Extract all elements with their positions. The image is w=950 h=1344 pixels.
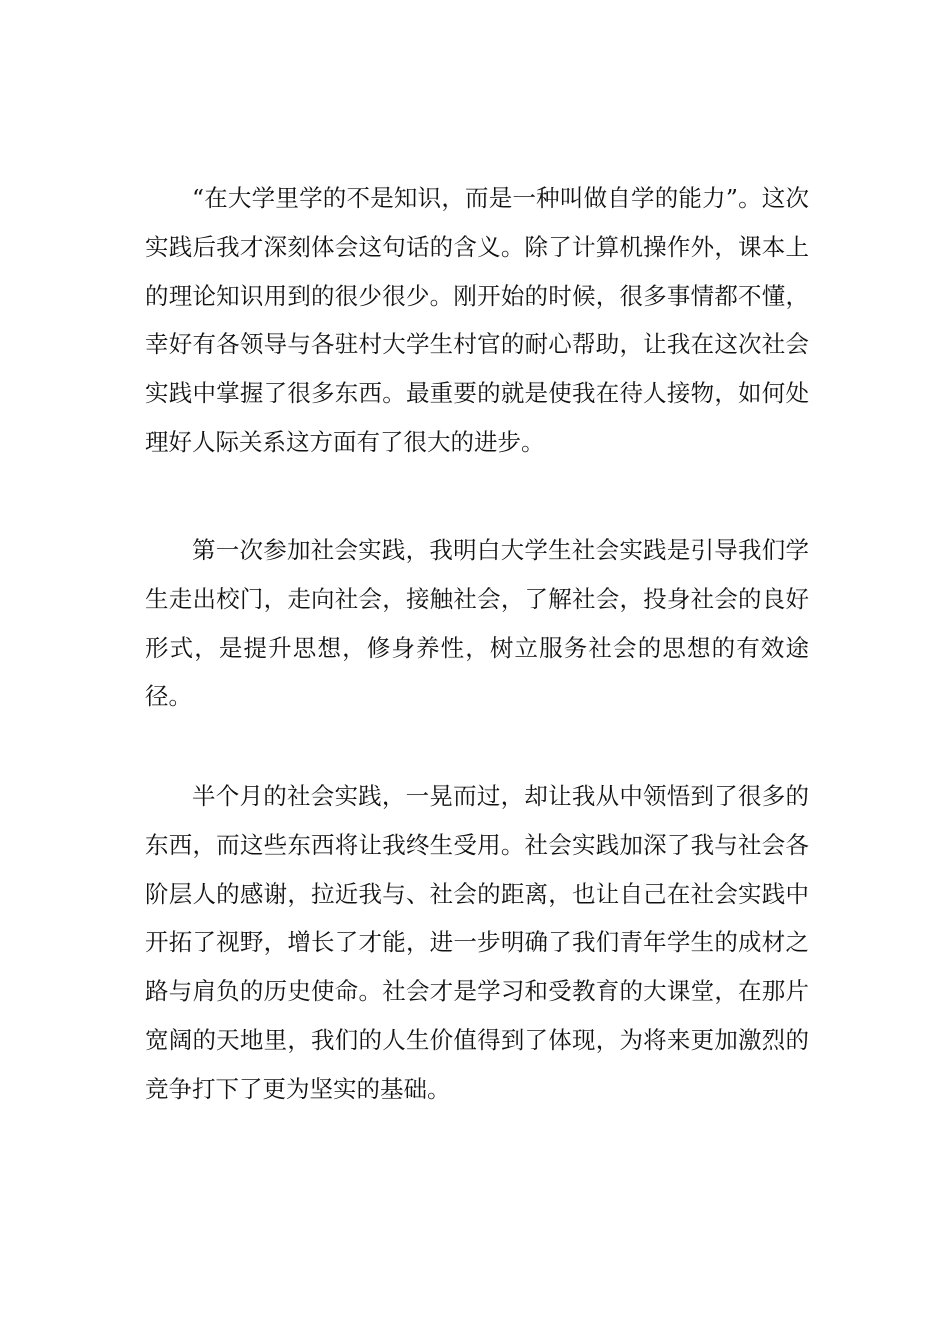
paragraph-3: 半个月的社会实践，一晃而过，却让我从中领悟到了很多的东西，而这些东西将让我终生受用。社会实践加深了我与社会各阶层人的感谢，拉近我与、社会的距离，也让自己在社会实践中开拓了视野，增长了才能，进一步明确了我们青年学生的成材之路与肩负的历史使命。社会才是学习和受教育的大课堂，在那片宽阔的天地里，我们的人生价值得到了体现，为将来更加激烈的竞争打下了更为坚实的基础。 [145, 782, 809, 1103]
paragraph-1: “在大学里学的不是知识，而是一种叫做自学的能力”。这次实践后我才深刻体会这句话的含义。除了计算机操作外，课本上的理论知识用到的很少很少。刚开始的时候，很多事情都不懂，幸好有各领导与各驻村大学生村官的耐心帮助，让我在这次社会实践中掌握了很多东西。最重要的就是使我在待人接物，如何处理好人际关系这方面有了很大的进步。 [145, 184, 809, 456]
paragraph-2: 第一次参加社会实践，我明白大学生社会实践是引导我们学生走出校门，走向社会，接触社会，了解社会，投身社会的良好形式，是提升思想，修身养性，树立服务社会的思想的有效途径。 [145, 536, 809, 711]
